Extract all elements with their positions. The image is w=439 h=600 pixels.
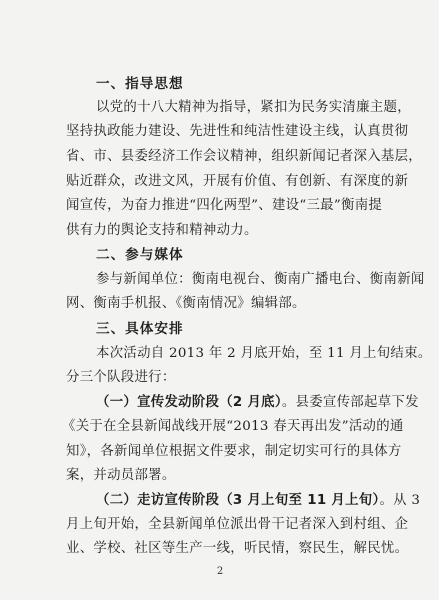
paragraph-line: 省、市、县委经济工作会议精神，组织新闻记者深入基层， xyxy=(66,149,422,164)
section-heading-specific-arrangements: 三、具体安排 xyxy=(96,321,184,337)
paragraph-line: 月上旬开始，全县新闻单位派出骨干记者深入到村组、企 xyxy=(66,517,409,532)
paragraph-line: 以党的十八大精神为指导，紧扣为民务实清廉主题， xyxy=(96,100,411,115)
paragraph-line: 本次活动自 2013 年 2 月底开始，至 11 月上旬结束。 xyxy=(96,346,432,361)
section-heading-guiding-ideology: 一、指导思想 xyxy=(96,76,184,92)
stage-2-first-line xyxy=(96,492,439,510)
stage-1-first-line xyxy=(96,394,439,412)
paragraph-line: 案，并动员部署。 xyxy=(66,468,176,483)
paragraph-line: 供有力的舆论支持和精神动力。 xyxy=(66,223,258,238)
stage-2-title: （二）走访宣传阶段（3 月上旬至 11 月上旬） xyxy=(96,493,380,508)
stage-1-first-line-rest: 。县委宣传部起草下发 xyxy=(281,395,419,410)
paragraph-line: 网、衡南手机报、《衡南情况》编辑部。 xyxy=(66,296,306,311)
paragraph-line: 参与新闻单位：衡南电视台、衡南广播电台、衡南新闻 xyxy=(96,272,425,287)
paragraph-line: 坚持执政能力建设、先进性和纯洁性建设主线，认真贯彻 xyxy=(66,124,409,139)
paragraph-line: 闻宣传，为奋力推进“四化两型”、建设“三最”衡南提 xyxy=(66,198,383,213)
paragraph-line: 《关于在全县新闻战线开展“2013 春天再出发”活动的通 xyxy=(62,419,404,434)
stage-2-first-line-rest: 。从 3 xyxy=(379,493,421,508)
stage-1-title: （一）宣传发动阶段（2 月底） xyxy=(96,395,282,410)
paragraph-line: 贴近群众，改进文风，开展有价值、有创新、有深度的新 xyxy=(66,174,409,189)
section-heading-participating-media: 二、参与媒体 xyxy=(96,247,184,263)
paragraph-line: 知》，各新闻单位根据文件要求，制定切实可行的具体方 xyxy=(66,444,402,459)
paragraph-line: 业、学校、社区等生产一线，听民情，察民生，解民忧。 xyxy=(66,541,409,556)
paragraph-line: 分三个队段进行： xyxy=(66,370,176,385)
page-number: 2 xyxy=(216,566,224,577)
